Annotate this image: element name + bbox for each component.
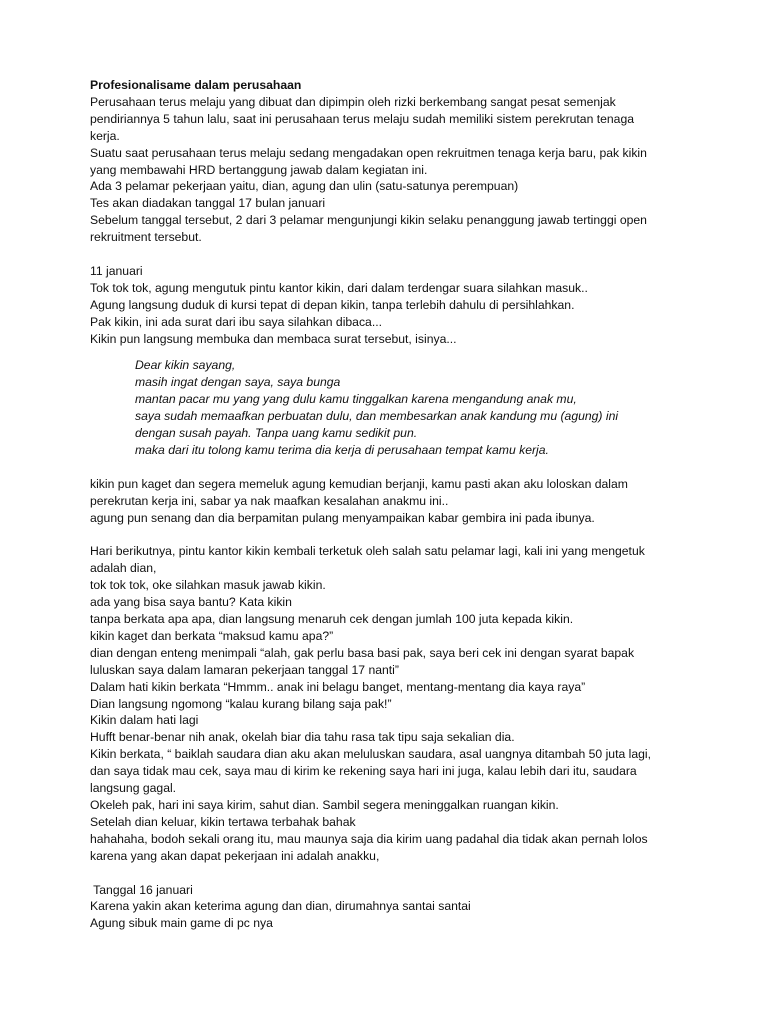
text-line: kikin pun kaget dan segera memeluk agung kemudian berjanji, kamu pasti akan aku loloskan dalam: [90, 476, 628, 491]
text-line: Sebelum tanggal tersebut, 2 dari 3 pelamar mengunjungi kikin selaku penanggung jawab tertinggi open: [90, 213, 647, 228]
section-after-letter: [90, 476, 690, 527]
text-line: agung pun senang dan dia berpamitan pulang menyampaikan kabar gembira ini pada ibunya.: [90, 510, 595, 525]
text-line: karena yang akan dapat pekerjaan ini adalah anakku,: [90, 848, 380, 863]
letter-line: masih ingat dengan saya, saya bunga: [135, 375, 341, 390]
text-line: Agung langsung duduk di kursi tepat di depan kikin, tanpa terlebih dahulu di persihlahkan.: [90, 297, 575, 312]
text-line: adalah dian,: [90, 561, 157, 576]
text-line: Karena yakin akan keterima agung dan dian, dirumahnya santai santai: [90, 899, 471, 914]
text-line: perekrutan kerja ini, sabar ya nak maafkan kesalahan anakmu ini..: [90, 493, 449, 508]
text-line: pendiriannya 5 tahun lalu, saat ini perusahaan terus melaju sudah memiliki sistem perekrutan tenaga: [90, 111, 635, 126]
section-hari-berikutnya: [90, 543, 690, 864]
paragraph-gap: [90, 246, 690, 263]
text-line: 11 januari: [90, 263, 143, 278]
text-line: hahahaha, bodoh sekali orang itu, mau maunya saja dia kirim uang padahal dia tidak akan pernah lolos: [90, 831, 648, 846]
letter-line: mantan pacar mu yang yang dulu kamu tinggalkan karena mengandung anak mu,: [135, 392, 577, 407]
document-page: [90, 77, 690, 932]
text-line: Tok tok tok, agung mengutuk pintu kantor kikin, dari dalam terdengar suara silahkan masuk..: [90, 280, 588, 295]
text-line: ada yang bisa saya bantu? Kata kikin: [90, 595, 292, 610]
text-line: kerja.: [90, 128, 120, 143]
text-line: Pak kikin, ini ada surat dari ibu saya silahkan dibaca...: [90, 314, 382, 329]
section-16-januari: [90, 882, 690, 933]
text-line: dan saya tidak mau cek, saya mau di kirim ke rekening saya hari ini juga, kalau lebih dari itu, saudara: [90, 764, 637, 779]
paragraph-gap: [90, 865, 690, 882]
intro-paragraph: [90, 94, 690, 246]
letter-line: dengan susah payah. Tanpa uang kamu sedikit pun.: [135, 426, 418, 441]
text-line: kikin kaget dan berkata “maksud kamu apa?”: [90, 628, 334, 643]
text-line: Hari berikutnya, pintu kantor kikin kembali terketuk oleh salah satu pelamar lagi, kali ini yang mengetuk: [90, 544, 645, 559]
text-line: Agung sibuk main game di pc nya: [90, 916, 273, 931]
text-line: dian dengan enteng menimpali “alah, gak perlu basa basi pak, saya beri cek ini dengan syarat bapak: [90, 645, 635, 660]
text-line: luluskan saya dalam lamaran pekerjaan tanggal 17 nanti”: [90, 662, 399, 677]
letter-line: Dear kikin sayang,: [135, 358, 236, 373]
text-line: Tanggal 16 januari: [90, 882, 193, 897]
title-text: Profesionalisame dalam perusahaan: [90, 78, 302, 92]
text-line: Okeleh pak, hari ini saya kirim, sahut dian. Sambil segera meninggalkan ruangan kikin.: [90, 798, 559, 813]
document-title: [90, 77, 690, 94]
paragraph-gap: [90, 527, 690, 544]
letter-line: maka dari itu tolong kamu terima dia kerja di perusahaan tempat kamu kerja.: [135, 443, 549, 458]
text-line: rekruitment tersebut.: [90, 230, 202, 245]
text-line: tanpa berkata apa apa, dian langsung menaruh cek dengan jumlah 100 juta kepada kikin.: [90, 612, 574, 627]
text-line: Perusahaan terus melaju yang dibuat dan dipimpin oleh rizki berkembang sangat pesat semenjak: [90, 94, 616, 109]
section-11-januari: [90, 263, 690, 348]
paragraph-gap: [90, 459, 690, 476]
text-line: Suatu saat perusahaan terus melaju sedang mengadakan open rekruitmen tenaga kerja baru, pak kikin: [90, 145, 647, 160]
text-line: Kikin dalam hati lagi: [90, 713, 199, 728]
text-line: Kikin berkata, “ baiklah saudara dian aku akan meluluskan saudara, asal uangnya ditambah 50 juta lagi,: [90, 747, 651, 762]
text-line: langsung gagal.: [90, 781, 177, 796]
text-line: Setelah dian keluar, kikin tertawa terbahak bahak: [90, 814, 356, 829]
text-line: yang membawahi HRD bertanggung jawab dalam kegiatan ini.: [90, 162, 428, 177]
letter-line: saya sudah memaafkan perbuatan dulu, dan membesarkan anak kandung mu (agung) ini: [135, 409, 619, 424]
text-line: tok tok tok, oke silahkan masuk jawab kikin.: [90, 578, 326, 593]
text-line: Ada 3 pelamar pekerjaan yaitu, dian, agung dan ulin (satu-satunya perempuan): [90, 179, 519, 194]
text-line: Kikin pun langsung membuka dan membaca surat tersebut, isinya...: [90, 331, 457, 346]
paragraph-gap: [90, 347, 690, 357]
text-line: Dian langsung ngomong “kalau kurang bilang saja pak!”: [90, 696, 392, 711]
text-line: Tes akan diadakan tanggal 17 bulan januari: [90, 196, 326, 211]
text-line: Dalam hati kikin berkata “Hmmm.. anak ini belagu banget, mentang-mentang dia kaya raya”: [90, 679, 586, 694]
text-line: Hufft benar-benar nih anak, okelah biar dia tahu rasa tak tipu saja sekalian dia.: [90, 730, 515, 745]
letter-block: [135, 357, 690, 458]
